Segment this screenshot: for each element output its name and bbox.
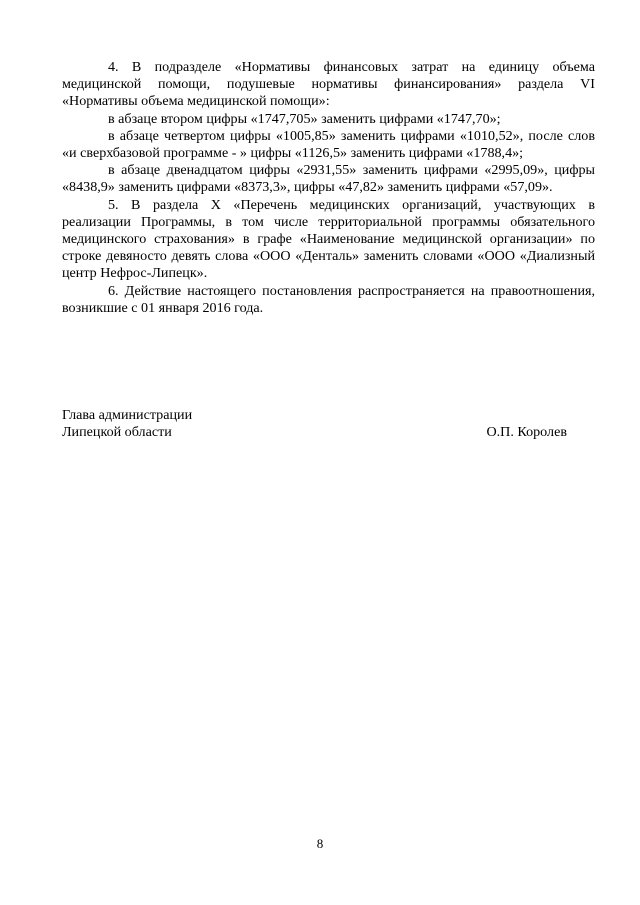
paragraph-abzac-12: в абзаце двенадцатом цифры «2931,55» заменить цифрами «2995,09», цифры «8438,9» заменить цифрами «8373,3», цифры «47,82» заменить цифрами «57,09». [62,162,595,196]
paragraph-item-4: 4. В подразделе «Нормативы финансовых затрат на единицу объема медицинской помощи, подушевые нормативы финансирования» раздела VI «Нормативы объема медицинской помощи»: [62,59,595,110]
document-body [62,59,595,317]
page-number: 8 [316,836,324,851]
paragraph-item-6: 6. Действие настоящего постановления распространяется на правоотношения, возникшие с 01 января 2016 года. [62,282,595,316]
signatory-title-line1: Глава администрации [62,407,193,423]
paragraph-abzac-2: в абзаце втором цифры «1747,705» заменить цифрами «1747,70»; [108,110,501,127]
paragraph-item-5: 5. В раздела X «Перечень медицинских организаций, участвующих в реализации Программы, в том числе территориальной программы обязательного медицинского страхования» в графе «Наименование медицинской организации» по строке девяносто девять слова «ООО «Денталь» заменить словами «ООО «Диализный центр Нефрос-Липецк». [62,196,595,282]
signatory-title-line2: Липецкой области [62,424,172,441]
signatory-name: О.П. Королев [486,424,567,441]
signature-block [62,407,567,441]
signature-row [62,424,567,441]
paragraph-abzac-4: в абзаце четвертом цифры «1005,85» заменить цифрами «1010,52», после слов «и сверхбазовой программе - » цифры «1126,5» заменить цифрами «1788,4»; [62,127,595,162]
